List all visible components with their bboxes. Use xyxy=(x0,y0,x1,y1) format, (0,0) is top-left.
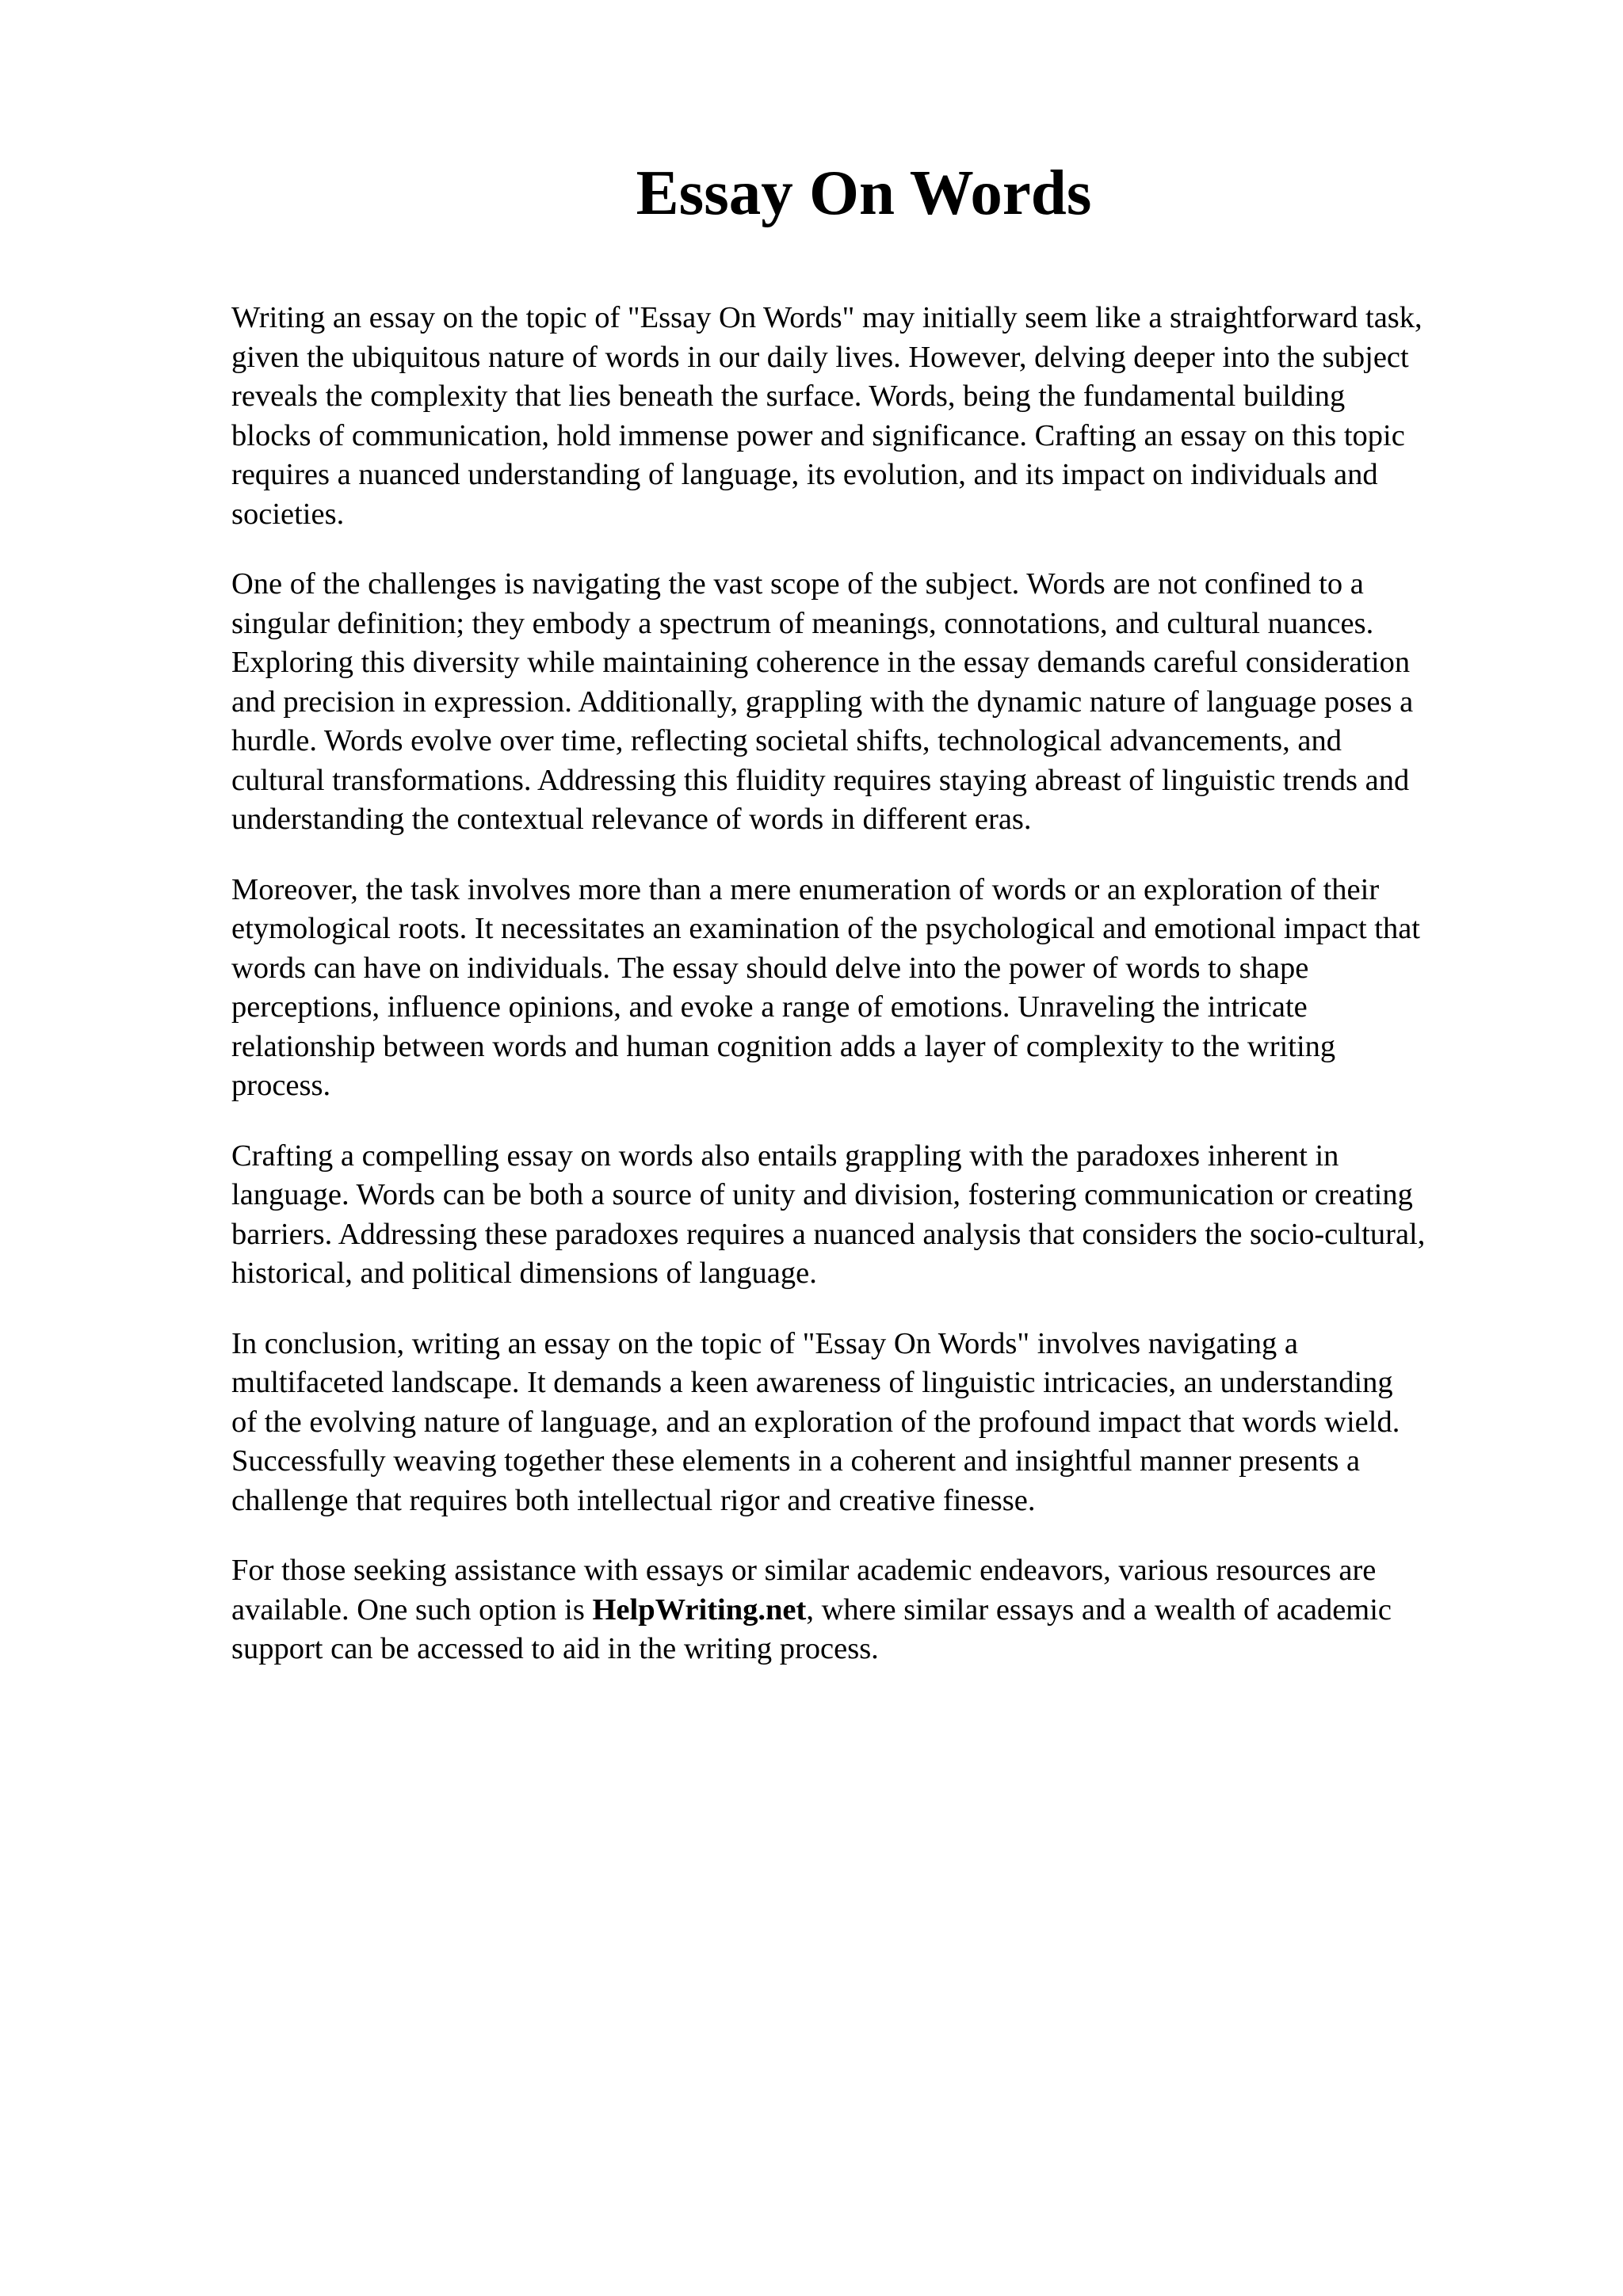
text-line: perceptions, influence opinions, and evoke a range of emotions. Unraveling the intricate xyxy=(231,990,1308,1024)
text-line: reveals the complexity that lies beneath the surface. Words, being the fundamental building xyxy=(231,379,1346,413)
text-line: requires a nuanced understanding of language, its evolution, and its impact on individuals and xyxy=(231,458,1378,491)
text-line: Successfully weaving together these elements in a coherent and insightful manner presents a xyxy=(231,1444,1361,1478)
text-line: Moreover, the task involves more than a mere enumeration of words or an exploration of their xyxy=(231,872,1380,906)
text-line: blocks of communication, hold immense power and significance. Crafting an essay on this topic xyxy=(231,418,1405,452)
paragraph-6 xyxy=(231,1551,1523,1669)
text-line: understanding the contextual relevance of words in different eras. xyxy=(231,803,1032,836)
text-line: language. Words can be both a source of unity and division, fostering communication or creating xyxy=(231,1178,1413,1211)
text-line: Exploring this diversity while maintaining coherence in the essay demands careful consideration xyxy=(231,646,1411,679)
paragraph-3 xyxy=(231,871,1523,1106)
text-line: singular definition; they embody a spectrum of meanings, connotations, and cultural nuances. xyxy=(231,606,1374,640)
paragraph-1 xyxy=(231,299,1523,534)
text-line: hurdle. Words evolve over time, reflecting societal shifts, technological advancements, and xyxy=(231,724,1342,757)
text-line: Writing an essay on the topic of "Essay On Words" may initially seem like a straightforward task, xyxy=(231,301,1423,334)
text-line: One of the challenges is navigating the vast scope of the subject. Words are not confined to a xyxy=(231,567,1364,601)
paragraph-2 xyxy=(231,565,1523,840)
helpwriting-link[interactable]: HelpWriting.net xyxy=(592,1592,807,1627)
text-line: given the ubiquitous nature of words in our daily lives. However, delving deeper into the subject xyxy=(231,340,1409,374)
page-title: Essay On Words xyxy=(636,157,1092,228)
text-line: relationship between words and human cognition adds a layer of complexity to the writing xyxy=(231,1029,1336,1063)
text-segment: , where similar essays and a wealth of academic xyxy=(806,1592,1392,1627)
text-segment: available. One such option is xyxy=(231,1592,593,1627)
text-line: societies. xyxy=(231,497,345,531)
text-line: challenge that requires both intellectual rigor and creative finesse. xyxy=(231,1483,1036,1517)
text-line: For those seeking assistance with essays or similar academic endeavors, various resources are xyxy=(231,1554,1377,1587)
text-line: In conclusion, writing an essay on the topic of "Essay On Words" involves navigating a xyxy=(231,1326,1299,1360)
text-line: etymological roots. It necessitates an examination of the psychological and emotional impact that xyxy=(231,912,1420,945)
paragraph-5 xyxy=(231,1325,1523,1521)
essay-body xyxy=(231,299,1523,1700)
text-line: multifaceted landscape. It demands a keen awareness of linguistic intricacies, an understanding xyxy=(231,1366,1393,1399)
text-line: support can be accessed to aid in the writing process. xyxy=(231,1632,879,1665)
text-line: historical, and political dimensions of language. xyxy=(231,1257,817,1290)
text-line: and precision in expression. Additionally, grappling with the dynamic nature of language poses a xyxy=(231,685,1414,719)
text-line: barriers. Addressing these paradoxes requires a nuanced analysis that considers the socio-cultural, xyxy=(231,1217,1426,1251)
text-line: of the evolving nature of language, and an exploration of the profound impact that words wield. xyxy=(231,1405,1400,1439)
text-line: cultural transformations. Addressing this fluidity requires staying abreast of linguistic trends and xyxy=(231,763,1410,797)
text-line-with-link xyxy=(231,1591,1523,1630)
text-line: process. xyxy=(231,1069,331,1102)
paragraph-4 xyxy=(231,1137,1523,1294)
text-line: words can have on individuals. The essay should delve into the power of words to shape xyxy=(231,951,1309,985)
text-line: Crafting a compelling essay on words also entails grappling with the paradoxes inherent in xyxy=(231,1138,1339,1173)
